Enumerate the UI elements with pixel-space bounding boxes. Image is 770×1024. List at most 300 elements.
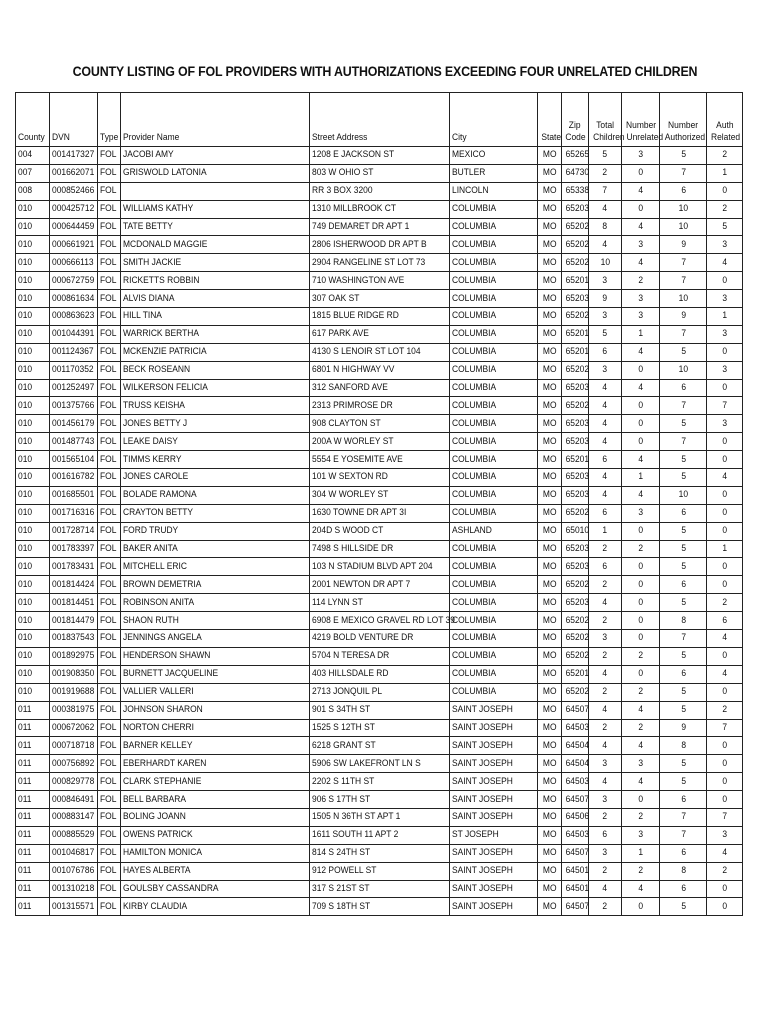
cell-provider-name: OWENS PATRICK [121,826,310,844]
cell-total-children: 1 [588,522,622,540]
cell-dvn: 000644459 [49,218,97,236]
cell-city: SAINT JOSEPH [449,773,537,791]
cell-street-address: 6801 N HIGHWAY VV [310,361,450,379]
cell-provider-name: HAYES ALBERTA [121,862,310,880]
cell-type: FOL [97,522,120,540]
cell-type: FOL [97,200,120,218]
table-row [16,433,743,451]
cell-total-children: 5 [588,325,622,343]
cell-state: MO [537,737,562,755]
cell-type: FOL [97,612,120,630]
cell-number-authorized: 5 [660,343,707,361]
cell-state: MO [537,880,562,898]
cell-number-authorized: 6 [660,182,707,200]
cell-type: FOL [97,361,120,379]
cell-city: COLUMBIA [449,504,537,522]
cell-county: 010 [16,290,50,308]
cell-county: 010 [16,647,50,665]
cell-provider-name: JONES BETTY J [121,415,310,433]
cell-total-children: 6 [588,343,622,361]
cell-auth-related: 4 [707,844,743,862]
cell-total-children: 3 [588,755,622,773]
cell-street-address: 6218 GRANT ST [310,737,450,755]
cell-provider-name: VALLIER VALLERI [121,683,310,701]
cell-county: 010 [16,343,50,361]
cell-number-unrelated: 1 [622,469,660,487]
cell-city: BUTLER [449,164,537,182]
cell-provider-name: MITCHELL ERIC [121,558,310,576]
cell-state: MO [537,755,562,773]
cell-total-children: 4 [588,200,622,218]
cell-city: SAINT JOSEPH [449,898,537,916]
table-row [16,826,743,844]
cell-zip-code: 65202 [562,576,589,594]
cell-number-unrelated: 2 [622,647,660,665]
cell-number-unrelated: 0 [622,612,660,630]
cell-type: FOL [97,451,120,469]
cell-street-address: 710 WASHINGTON AVE [310,272,450,290]
cell-state: MO [537,200,562,218]
cell-provider-name: BECK ROSEANN [121,361,310,379]
cell-number-authorized: 8 [660,737,707,755]
cell-type: FOL [97,272,120,290]
cell-number-authorized: 7 [660,630,707,648]
cell-county: 007 [16,164,50,182]
cell-dvn: 000846491 [49,791,97,809]
table-row [16,451,743,469]
cell-type: FOL [97,343,120,361]
cell-provider-name: BAKER ANITA [121,540,310,558]
cell-county: 011 [16,701,50,719]
cell-total-children: 6 [588,558,622,576]
cell-dvn: 001685501 [49,486,97,504]
table-row [16,469,743,487]
cell-auth-related: 0 [707,486,743,504]
cell-type: FOL [97,397,120,415]
cell-zip-code: 65203 [562,379,589,397]
table-row [16,254,743,272]
cell-city: COLUMBIA [449,647,537,665]
table-row [16,379,743,397]
cell-number-unrelated: 3 [622,147,660,165]
cell-number-authorized: 5 [660,540,707,558]
cell-state: MO [537,272,562,290]
table-row [16,808,743,826]
cell-auth-related: 5 [707,218,743,236]
cell-number-authorized: 7 [660,325,707,343]
cell-street-address: 1630 TOWNE DR APT 3I [310,504,450,522]
cell-total-children: 3 [588,630,622,648]
cell-type: FOL [97,504,120,522]
cell-dvn: 000863623 [49,308,97,326]
cell-provider-name: SHAON RUTH [121,612,310,630]
cell-auth-related: 0 [707,898,743,916]
cell-street-address: 803 W OHIO ST [310,164,450,182]
cell-city: ST JOSEPH [449,826,537,844]
cell-total-children: 3 [588,272,622,290]
cell-street-address: 1310 MILLBROOK CT [310,200,450,218]
table-row [16,522,743,540]
cell-dvn: 001783397 [49,540,97,558]
cell-provider-name: NORTON CHERRI [121,719,310,737]
cell-number-authorized: 8 [660,862,707,880]
cell-dvn: 001044391 [49,325,97,343]
cell-zip-code: 65338 [562,182,589,200]
cell-city: ASHLAND [449,522,537,540]
cell-zip-code: 65203 [562,433,589,451]
cell-city: MEXICO [449,147,537,165]
cell-zip-code: 64501 [562,880,589,898]
cell-provider-name: WARRICK BERTHA [121,325,310,343]
cell-number-authorized: 7 [660,826,707,844]
cell-number-authorized: 5 [660,469,707,487]
cell-number-unrelated: 0 [622,898,660,916]
cell-street-address: 304 W WORLEY ST [310,486,450,504]
cell-total-children: 4 [588,415,622,433]
cell-number-authorized: 10 [660,200,707,218]
cell-city: COLUMBIA [449,254,537,272]
cell-county: 010 [16,504,50,522]
cell-county: 010 [16,361,50,379]
cell-county: 010 [16,325,50,343]
cell-number-unrelated: 4 [622,773,660,791]
cell-auth-related: 1 [707,540,743,558]
cell-number-unrelated: 4 [622,343,660,361]
cell-state: MO [537,379,562,397]
cell-county: 010 [16,200,50,218]
cell-street-address: 1208 E JACKSON ST [310,147,450,165]
cell-zip-code: 65201 [562,343,589,361]
cell-auth-related: 0 [707,433,743,451]
cell-type: FOL [97,558,120,576]
cell-zip-code: 65202 [562,683,589,701]
cell-city: COLUMBIA [449,486,537,504]
cell-street-address: 4130 S LENOIR ST LOT 104 [310,343,450,361]
table-row [16,182,743,200]
cell-auth-related: 2 [707,594,743,612]
cell-zip-code: 65202 [562,504,589,522]
cell-provider-name: CLARK STEPHANIE [121,773,310,791]
cell-type: FOL [97,147,120,165]
cell-number-authorized: 7 [660,433,707,451]
cell-provider-name: BELL BARBARA [121,791,310,809]
cell-type: FOL [97,719,120,737]
cell-street-address: 1611 SOUTH 11 APT 2 [310,826,450,844]
cell-number-authorized: 10 [660,290,707,308]
cell-auth-related: 4 [707,630,743,648]
cell-city: COLUMBIA [449,290,537,308]
cell-zip-code: 64506 [562,808,589,826]
table-row [16,558,743,576]
cell-number-unrelated: 1 [622,325,660,343]
cell-total-children: 5 [588,147,622,165]
cell-provider-name: FORD TRUDY [121,522,310,540]
col-header-total-children: Total Children [588,93,622,147]
cell-type: FOL [97,164,120,182]
cell-number-unrelated: 0 [622,665,660,683]
cell-number-authorized: 9 [660,308,707,326]
col-header-county: County [16,93,50,147]
cell-dvn: 001814451 [49,594,97,612]
cell-total-children: 4 [588,880,622,898]
cell-city: COLUMBIA [449,665,537,683]
cell-type: FOL [97,755,120,773]
table-row [16,397,743,415]
col-header-street-address: Street Address [310,93,450,147]
cell-number-unrelated: 0 [622,594,660,612]
table-row [16,164,743,182]
cell-dvn: 001310218 [49,880,97,898]
cell-street-address: 114 LYNN ST [310,594,450,612]
cell-county: 010 [16,522,50,540]
cell-state: MO [537,343,562,361]
cell-street-address: 906 S 17TH ST [310,791,450,809]
cell-street-address: 317 S 21ST ST [310,880,450,898]
cell-number-unrelated: 0 [622,576,660,594]
cell-county: 010 [16,683,50,701]
cell-number-unrelated: 0 [622,433,660,451]
cell-zip-code: 64507 [562,898,589,916]
cell-dvn: 000756892 [49,755,97,773]
cell-provider-name: ALVIS DIANA [121,290,310,308]
cell-zip-code: 65201 [562,665,589,683]
page-title: COUNTY LISTING OF FOL PROVIDERS WITH AUTHORIZATIONS EXCEEDING FOUR UNRELATED CHILDREN [72,64,698,79]
cell-dvn: 001124367 [49,343,97,361]
cell-dvn: 001783431 [49,558,97,576]
cell-number-unrelated: 4 [622,737,660,755]
cell-state: MO [537,433,562,451]
cell-number-unrelated: 0 [622,791,660,809]
cell-type: FOL [97,290,120,308]
cell-total-children: 6 [588,451,622,469]
cell-number-authorized: 6 [660,379,707,397]
cell-state: MO [537,182,562,200]
cell-dvn: 001046817 [49,844,97,862]
cell-number-unrelated: 2 [622,540,660,558]
cell-dvn: 000861634 [49,290,97,308]
cell-state: MO [537,308,562,326]
cell-street-address: 2904 RANGELINE ST LOT 73 [310,254,450,272]
col-header-number-authorized: Number Authorized [660,93,707,147]
table-header-row [16,93,743,147]
cell-number-unrelated: 0 [622,630,660,648]
cell-dvn: 001919688 [49,683,97,701]
cell-state: MO [537,325,562,343]
cell-county: 010 [16,630,50,648]
cell-total-children: 4 [588,236,622,254]
cell-provider-name: TRUSS KEISHA [121,397,310,415]
cell-state: MO [537,147,562,165]
cell-number-authorized: 5 [660,683,707,701]
cell-state: MO [537,630,562,648]
cell-city: SAINT JOSEPH [449,808,537,826]
cell-county: 011 [16,826,50,844]
table-row [16,325,743,343]
cell-city: SAINT JOSEPH [449,719,537,737]
cell-zip-code: 65010 [562,522,589,540]
cell-number-authorized: 7 [660,254,707,272]
cell-dvn: 000425712 [49,200,97,218]
cell-zip-code: 65203 [562,540,589,558]
cell-county: 011 [16,808,50,826]
cell-number-authorized: 5 [660,647,707,665]
cell-state: MO [537,218,562,236]
cell-city: SAINT JOSEPH [449,701,537,719]
cell-number-unrelated: 0 [622,558,660,576]
cell-zip-code: 65203 [562,558,589,576]
cell-number-unrelated: 2 [622,719,660,737]
cell-provider-name: JOHNSON SHARON [121,701,310,719]
cell-county: 010 [16,308,50,326]
cell-city: SAINT JOSEPH [449,880,537,898]
cell-street-address: 403 HILLSDALE RD [310,665,450,683]
cell-number-unrelated: 2 [622,272,660,290]
cell-county: 010 [16,576,50,594]
cell-dvn: 001662071 [49,164,97,182]
cell-total-children: 3 [588,791,622,809]
cell-provider-name: BROWN DEMETRIA [121,576,310,594]
cell-type: FOL [97,486,120,504]
cell-county: 010 [16,469,50,487]
table-row [16,755,743,773]
cell-zip-code: 65202 [562,308,589,326]
cell-auth-related: 4 [707,254,743,272]
cell-auth-related: 0 [707,522,743,540]
table-row [16,844,743,862]
cell-auth-related: 3 [707,325,743,343]
cell-auth-related: 0 [707,791,743,809]
cell-dvn: 001456179 [49,415,97,433]
cell-state: MO [537,826,562,844]
cell-auth-related: 3 [707,826,743,844]
table-row [16,218,743,236]
cell-provider-name: LEAKE DAISY [121,433,310,451]
cell-type: FOL [97,683,120,701]
cell-street-address: 2713 JONQUIL PL [310,683,450,701]
cell-auth-related: 7 [707,397,743,415]
cell-zip-code: 64504 [562,755,589,773]
cell-total-children: 2 [588,719,622,737]
cell-provider-name: MCDONALD MAGGIE [121,236,310,254]
cell-total-children: 8 [588,218,622,236]
cell-number-unrelated: 4 [622,218,660,236]
cell-county: 010 [16,272,50,290]
cell-number-unrelated: 3 [622,755,660,773]
cell-street-address: 200A W WORLEY ST [310,433,450,451]
cell-state: MO [537,469,562,487]
col-header-provider-name: Provider Name [121,93,310,147]
cell-total-children: 2 [588,898,622,916]
cell-number-unrelated: 0 [622,415,660,433]
cell-dvn: 001565104 [49,451,97,469]
cell-number-unrelated: 0 [622,397,660,415]
cell-city: COLUMBIA [449,361,537,379]
cell-type: FOL [97,647,120,665]
cell-county: 010 [16,397,50,415]
cell-provider-name: WILKERSON FELICIA [121,379,310,397]
cell-city: COLUMBIA [449,379,537,397]
cell-auth-related: 0 [707,379,743,397]
cell-type: FOL [97,898,120,916]
cell-state: MO [537,397,562,415]
cell-total-children: 3 [588,844,622,862]
cell-street-address: 2001 NEWTON DR APT 7 [310,576,450,594]
cell-state: MO [537,647,562,665]
cell-city: COLUMBIA [449,433,537,451]
cell-state: MO [537,361,562,379]
table-row [16,719,743,737]
table-row [16,361,743,379]
table-row [16,200,743,218]
cell-state: MO [537,522,562,540]
cell-auth-related: 1 [707,308,743,326]
cell-total-children: 2 [588,683,622,701]
cell-city: LINCOLN [449,182,537,200]
cell-number-authorized: 5 [660,147,707,165]
cell-county: 010 [16,594,50,612]
col-header-auth-related: Auth Related [707,93,743,147]
cell-provider-name [121,182,310,200]
cell-dvn: 001716316 [49,504,97,522]
cell-city: COLUMBIA [449,594,537,612]
cell-street-address: 5906 SW LAKEFRONT LN S [310,755,450,773]
cell-number-authorized: 5 [660,415,707,433]
table-row [16,701,743,719]
cell-type: FOL [97,701,120,719]
cell-type: FOL [97,880,120,898]
cell-type: FOL [97,379,120,397]
cell-zip-code: 64507 [562,791,589,809]
cell-provider-name: JENNINGS ANGELA [121,630,310,648]
cell-county: 011 [16,791,50,809]
cell-street-address: 709 S 18TH ST [310,898,450,916]
cell-zip-code: 65202 [562,218,589,236]
cell-city: SAINT JOSEPH [449,737,537,755]
cell-number-unrelated: 3 [622,236,660,254]
cell-number-unrelated: 2 [622,862,660,880]
cell-provider-name: BOLING JOANN [121,808,310,826]
cell-zip-code: 65203 [562,469,589,487]
cell-city: SAINT JOSEPH [449,862,537,880]
table-row [16,504,743,522]
cell-type: FOL [97,415,120,433]
cell-state: MO [537,773,562,791]
cell-provider-name: BOLADE RAMONA [121,486,310,504]
cell-number-unrelated: 4 [622,182,660,200]
cell-city: COLUMBIA [449,558,537,576]
cell-number-unrelated: 0 [622,200,660,218]
cell-number-authorized: 5 [660,701,707,719]
cell-zip-code: 64503 [562,826,589,844]
cell-auth-related: 0 [707,343,743,361]
cell-state: MO [537,844,562,862]
cell-county: 010 [16,486,50,504]
cell-total-children: 6 [588,826,622,844]
table-row [16,612,743,630]
cell-zip-code: 65203 [562,486,589,504]
col-header-dvn: DVN [49,93,97,147]
cell-provider-name: CRAYTON BETTY [121,504,310,522]
cell-city: COLUMBIA [449,397,537,415]
cell-city: COLUMBIA [449,308,537,326]
cell-county: 010 [16,379,50,397]
cell-county: 011 [16,862,50,880]
cell-auth-related: 6 [707,612,743,630]
cell-number-unrelated: 3 [622,826,660,844]
cell-street-address: 204D S WOOD CT [310,522,450,540]
cell-number-authorized: 10 [660,486,707,504]
cell-city: SAINT JOSEPH [449,844,537,862]
